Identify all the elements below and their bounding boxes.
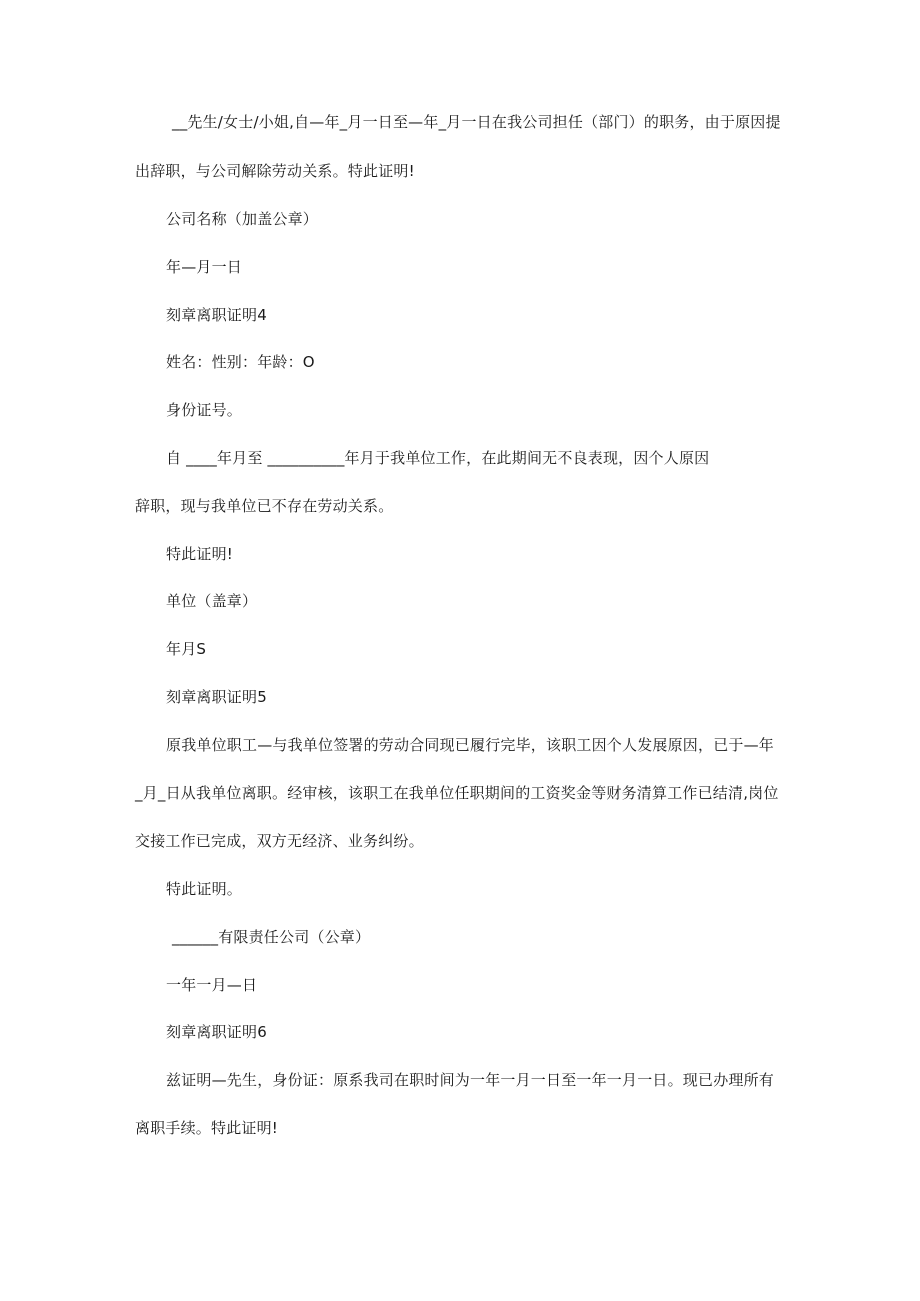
section4-paragraph-line2: 辞职，现与我单位已不存在劳动关系。 bbox=[135, 497, 394, 515]
section6-paragraph-line1: 兹证明—先生，身份证：原系我司在职时间为一年一月一日至一年一月一日。现已办理所有 bbox=[166, 1071, 775, 1089]
section5-paragraph-line3: 交接工作已完成，双方无经济、业务纠纷。 bbox=[135, 832, 424, 850]
section5-certify: 特此证明。 bbox=[166, 880, 243, 898]
section4-name-line: 姓名：性别：年龄：O bbox=[166, 353, 315, 371]
section5-paragraph-line1: 原我单位职工—与我单位签署的劳动合同现已履行完毕，该职工因个人发展原因，已于—年 bbox=[166, 736, 775, 754]
section6-heading: 刻章离职证明6 bbox=[166, 1023, 267, 1041]
section4-date: 年月S bbox=[166, 640, 207, 658]
section5-date: 一年一月—日 bbox=[166, 976, 258, 994]
section6-paragraph-line2: 离职手续。特此证明! bbox=[135, 1119, 279, 1137]
section4-heading: 刻章离职证明4 bbox=[166, 306, 267, 324]
section5-company-seal: ______有限责任公司（公章） bbox=[172, 928, 371, 946]
section3-date: 年—月一日 bbox=[166, 258, 243, 276]
section5-paragraph-line2: _月_日从我单位离职。经审核，该职工在我单位任职期间的工资奖金等财务清算工作已结清,岗位 bbox=[135, 784, 779, 802]
section3-paragraph-line2: 出辞职，与公司解除劳动关系。特此证明! bbox=[135, 162, 415, 180]
section4-paragraph-line1: 自 ____年月至 __________年月于我单位工作，在此期间无不良表现，因个人原因 bbox=[166, 449, 710, 467]
section5-heading: 刻章离职证明5 bbox=[166, 688, 267, 706]
section3-paragraph-line1: __先生/女士/小姐,自—年_月一日至—年_月一日在我公司担任（部门）的职务，由于原因提 bbox=[172, 113, 781, 131]
section4-certify: 特此证明! bbox=[166, 545, 234, 563]
section3-company-signature: 公司名称（加盖公章） bbox=[166, 210, 319, 228]
section4-id-line: 身份证号。 bbox=[166, 401, 243, 419]
section4-unit-seal: 单位（盖章） bbox=[166, 592, 258, 610]
